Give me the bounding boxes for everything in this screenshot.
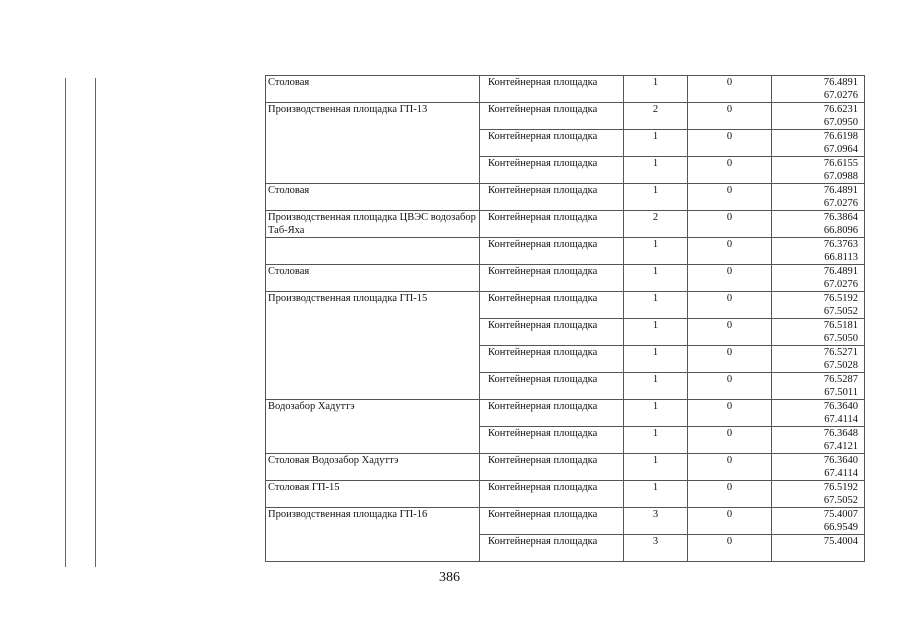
margin-line-right — [95, 78, 96, 567]
coordinates-cell — [772, 292, 865, 319]
coordinates-cell — [772, 427, 865, 454]
zero-value-cell: 0 — [688, 535, 772, 562]
site-type-cell: Контейнерная площадка — [480, 292, 624, 319]
quantity-cell: 1 — [624, 481, 688, 508]
coordinates-cell — [772, 508, 865, 535]
coordinate-longitude: 76.3648 — [823, 428, 858, 439]
quantity-cell: 1 — [624, 76, 688, 103]
table-row — [266, 103, 865, 130]
coordinate-latitude: 67.5052 — [823, 495, 858, 506]
coordinates-cell — [772, 535, 865, 562]
coordinates-cell — [772, 400, 865, 427]
site-type-cell: Контейнерная площадка — [480, 508, 624, 535]
page-number: 386 — [439, 570, 460, 585]
coordinates-cell — [772, 265, 865, 292]
quantity-cell: 1 — [624, 157, 688, 184]
coordinate-longitude: 76.4891 — [823, 185, 858, 196]
coordinate-latitude: 67.0964 — [823, 144, 858, 155]
site-type-cell: Контейнерная площадка — [480, 130, 624, 157]
coordinates-cell — [772, 319, 865, 346]
zero-value-cell: 0 — [688, 454, 772, 481]
site-type-cell: Контейнерная площадка — [480, 454, 624, 481]
table-row — [266, 292, 865, 319]
site-type-cell: Контейнерная площадка — [480, 103, 624, 130]
quantity-cell: 1 — [624, 184, 688, 211]
site-name-cell: Столовая — [266, 184, 480, 211]
quantity-cell: 1 — [624, 238, 688, 265]
quantity-cell: 1 — [624, 454, 688, 481]
coordinate-longitude: 76.3864 — [823, 212, 858, 223]
coordinate-latitude: 67.4114 — [824, 468, 858, 479]
coordinate-latitude: 67.5050 — [823, 333, 858, 344]
quantity-cell: 1 — [624, 400, 688, 427]
quantity-cell: 1 — [624, 292, 688, 319]
coordinate-latitude: 67.5028 — [823, 360, 858, 371]
zero-value-cell: 0 — [688, 184, 772, 211]
coordinate-longitude: 76.3640 — [823, 401, 858, 412]
coordinate-latitude: 67.0276 — [823, 279, 858, 290]
table-row — [266, 265, 865, 292]
zero-value-cell: 0 — [688, 238, 772, 265]
site-type-cell: Контейнерная площадка — [480, 535, 624, 562]
site-type-cell: Контейнерная площадка — [480, 211, 624, 238]
coordinate-latitude: 67.0276 — [823, 90, 858, 101]
zero-value-cell: 0 — [688, 427, 772, 454]
coordinates-cell — [772, 157, 865, 184]
coordinate-longitude: 76.5181 — [823, 320, 858, 331]
coordinates-cell — [772, 238, 865, 265]
margin-line-left — [65, 78, 66, 567]
table-row — [266, 76, 865, 103]
coordinate-longitude: 76.5287 — [823, 374, 858, 385]
site-type-cell: Контейнерная площадка — [480, 76, 624, 103]
site-type-cell: Контейнерная площадка — [480, 373, 624, 400]
coordinate-latitude: 67.0276 — [823, 198, 858, 209]
coordinates-cell — [772, 481, 865, 508]
waste-sites-table — [265, 75, 865, 562]
coordinate-longitude: 75.4004 — [823, 536, 858, 547]
site-name-cell — [266, 238, 480, 265]
site-type-cell: Контейнерная площадка — [480, 319, 624, 346]
quantity-cell: 1 — [624, 427, 688, 454]
zero-value-cell: 0 — [688, 346, 772, 373]
coordinate-longitude: 76.5192 — [823, 293, 858, 304]
quantity-cell: 1 — [624, 265, 688, 292]
table-row — [266, 508, 865, 535]
coordinate-longitude: 76.5271 — [823, 347, 858, 358]
zero-value-cell: 0 — [688, 481, 772, 508]
zero-value-cell: 0 — [688, 130, 772, 157]
coordinate-latitude: 67.5052 — [823, 306, 858, 317]
coordinate-latitude: 66.8113 — [824, 252, 858, 263]
coordinates-cell — [772, 103, 865, 130]
zero-value-cell: 0 — [688, 319, 772, 346]
zero-value-cell: 0 — [688, 400, 772, 427]
site-name-cell: Производственная площадка ГП-15 — [266, 292, 480, 400]
site-type-cell: Контейнерная площадка — [480, 346, 624, 373]
table-row — [266, 238, 865, 265]
coordinates-cell — [772, 454, 865, 481]
coordinate-latitude: 67.0950 — [823, 117, 858, 128]
site-type-cell: Контейнерная площадка — [480, 427, 624, 454]
coordinate-latitude: 67.4121 — [823, 441, 858, 452]
coordinate-longitude: 76.5192 — [823, 482, 858, 493]
coordinate-longitude: 76.6155 — [823, 158, 858, 169]
coordinates-cell — [772, 184, 865, 211]
coordinate-longitude: 75.4007 — [823, 509, 858, 520]
table-row — [266, 400, 865, 427]
zero-value-cell: 0 — [688, 292, 772, 319]
coordinate-latitude: 67.4114 — [824, 414, 858, 425]
zero-value-cell: 0 — [688, 103, 772, 130]
table-row — [266, 454, 865, 481]
coordinate-latitude: 66.9549 — [823, 522, 858, 533]
site-name-cell: Водозабор Хадуттэ — [266, 400, 480, 454]
coordinate-longitude: 76.6231 — [823, 104, 858, 115]
coordinate-longitude: 76.4891 — [823, 266, 858, 277]
table-body — [266, 76, 865, 562]
coordinate-latitude: 66.8096 — [823, 225, 858, 236]
zero-value-cell: 0 — [688, 373, 772, 400]
site-name-cell: Производственная площадка ГП-13 — [266, 103, 480, 184]
coordinates-cell — [772, 76, 865, 103]
quantity-cell: 3 — [624, 535, 688, 562]
site-type-cell: Контейнерная площадка — [480, 238, 624, 265]
site-name-cell: Столовая — [266, 76, 480, 103]
site-type-cell: Контейнерная площадка — [480, 157, 624, 184]
site-type-cell: Контейнерная площадка — [480, 481, 624, 508]
site-name-cell: Столовая — [266, 265, 480, 292]
site-type-cell: Контейнерная площадка — [480, 265, 624, 292]
quantity-cell: 1 — [624, 373, 688, 400]
site-name-cell: Столовая ГП-15 — [266, 481, 480, 508]
coordinate-latitude: 67.5011 — [824, 387, 858, 398]
zero-value-cell: 0 — [688, 508, 772, 535]
quantity-cell: 1 — [624, 319, 688, 346]
quantity-cell: 2 — [624, 103, 688, 130]
zero-value-cell: 0 — [688, 157, 772, 184]
table-row — [266, 211, 865, 238]
site-type-cell: Контейнерная площадка — [480, 184, 624, 211]
coordinate-longitude: 76.3763 — [823, 239, 858, 250]
zero-value-cell: 0 — [688, 76, 772, 103]
coordinate-longitude: 76.6198 — [823, 131, 858, 142]
zero-value-cell: 0 — [688, 265, 772, 292]
waste-sites-table-wrap — [265, 75, 858, 562]
coordinates-cell — [772, 130, 865, 157]
quantity-cell: 1 — [624, 130, 688, 157]
table-row — [266, 481, 865, 508]
site-type-cell: Контейнерная площадка — [480, 400, 624, 427]
coordinates-cell — [772, 211, 865, 238]
quantity-cell: 2 — [624, 211, 688, 238]
zero-value-cell: 0 — [688, 211, 772, 238]
coordinate-longitude: 76.3640 — [823, 455, 858, 466]
coordinate-latitude: 67.0988 — [823, 171, 858, 182]
site-name-cell: Производственная площадка ГП-16 — [266, 508, 480, 562]
quantity-cell: 1 — [624, 346, 688, 373]
site-name-cell: Производственная площадка ЦВЭС водозабор Таб-Яха — [266, 211, 480, 238]
site-name-cell: Столовая Водозабор Хадуттэ — [266, 454, 480, 481]
coordinates-cell — [772, 346, 865, 373]
quantity-cell: 3 — [624, 508, 688, 535]
coordinate-longitude: 76.4891 — [823, 77, 858, 88]
coordinates-cell — [772, 373, 865, 400]
table-row — [266, 184, 865, 211]
